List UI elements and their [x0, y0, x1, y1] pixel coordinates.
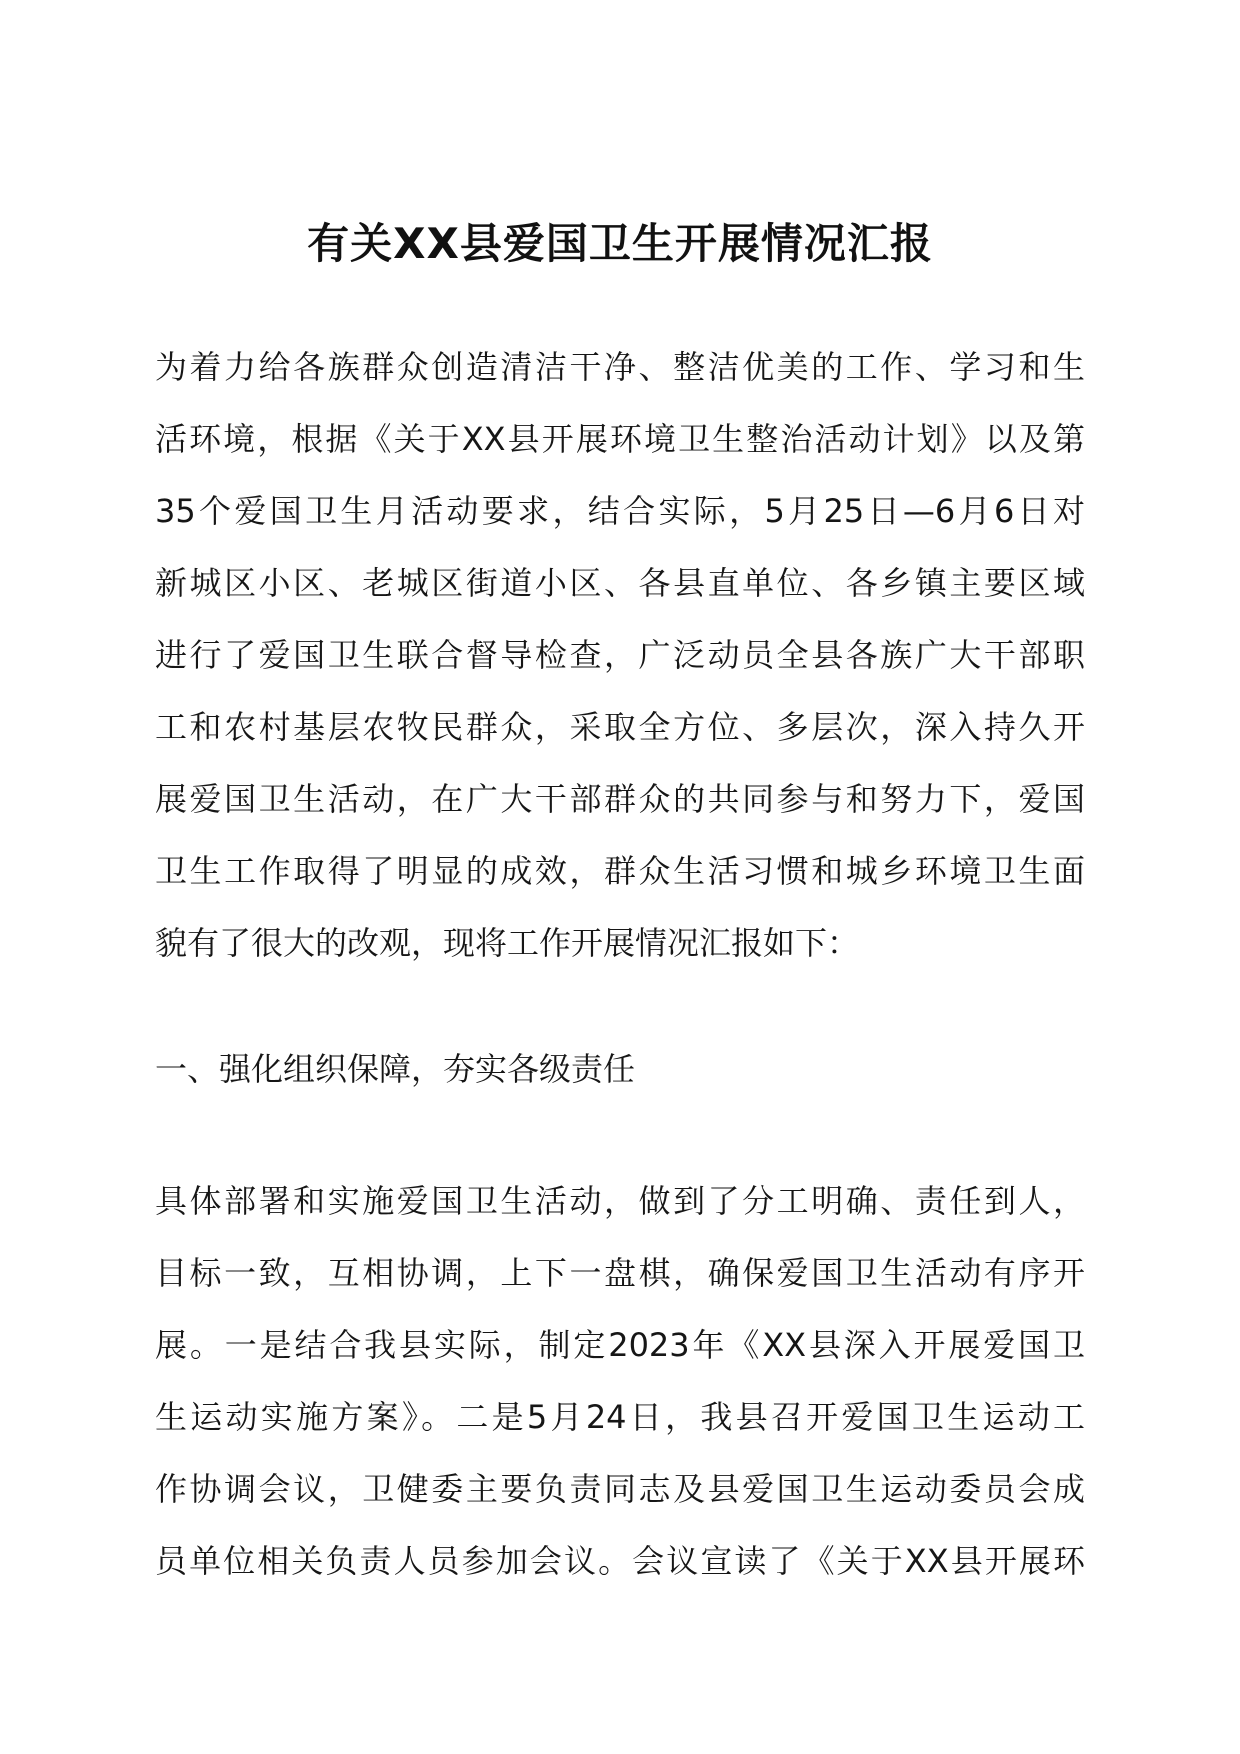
document-title: 有关XX县爱国卫生开展情况汇报	[307, 219, 933, 268]
paragraph-line: 展爱国卫生活动，在广大干部群众的共同参与和努力下，爱国	[155, 780, 1085, 818]
paragraph-line: 展。一是结合我县实际，制定2023年《XX县深入开展爱国卫	[155, 1326, 1085, 1364]
paragraph-line: 工和农村基层农牧民群众，采取全方位、多层次，深入持久开	[155, 708, 1085, 746]
paragraph-line: 具体部署和实施爱国卫生活动，做到了分工明确、责任到人，	[155, 1182, 1085, 1220]
paragraph-line: 35个爱国卫生月活动要求，结合实际，5月25日—6月6日对	[155, 492, 1085, 530]
paragraph-line: 生运动实施方案》。二是5月24日，我县召开爱国卫生运动工	[155, 1398, 1085, 1436]
paragraph-line: 活环境，根据《关于XX县开展环境卫生整治活动计划》以及第	[155, 420, 1085, 458]
paragraph-line: 目标一致，互相协调，上下一盘棋，确保爱国卫生活动有序开	[155, 1254, 1085, 1292]
paragraph-line: 进行了爱国卫生联合督导检查，广泛动员全县各族广大干部职	[155, 636, 1085, 674]
paragraph-line: 新城区小区、老城区街道小区、各县直单位、各乡镇主要区域	[155, 564, 1085, 602]
paragraph-line: 员单位相关负责人员参加会议。会议宣读了《关于XX县开展环	[155, 1542, 1085, 1580]
section-heading: 一、强化组织保障，夯实各级责任	[155, 1050, 636, 1088]
paragraph-line: 貌有了很大的改观，现将工作开展情况汇报如下：	[155, 924, 860, 962]
paragraph-line: 作协调会议，卫健委主要负责同志及县爱国卫生运动委员会成	[155, 1470, 1085, 1508]
paragraph-line: 卫生工作取得了明显的成效，群众生活习惯和城乡环境卫生面	[155, 852, 1085, 890]
paragraph-line: 为着力给各族群众创造清洁干净、整洁优美的工作、学习和生	[155, 348, 1085, 386]
